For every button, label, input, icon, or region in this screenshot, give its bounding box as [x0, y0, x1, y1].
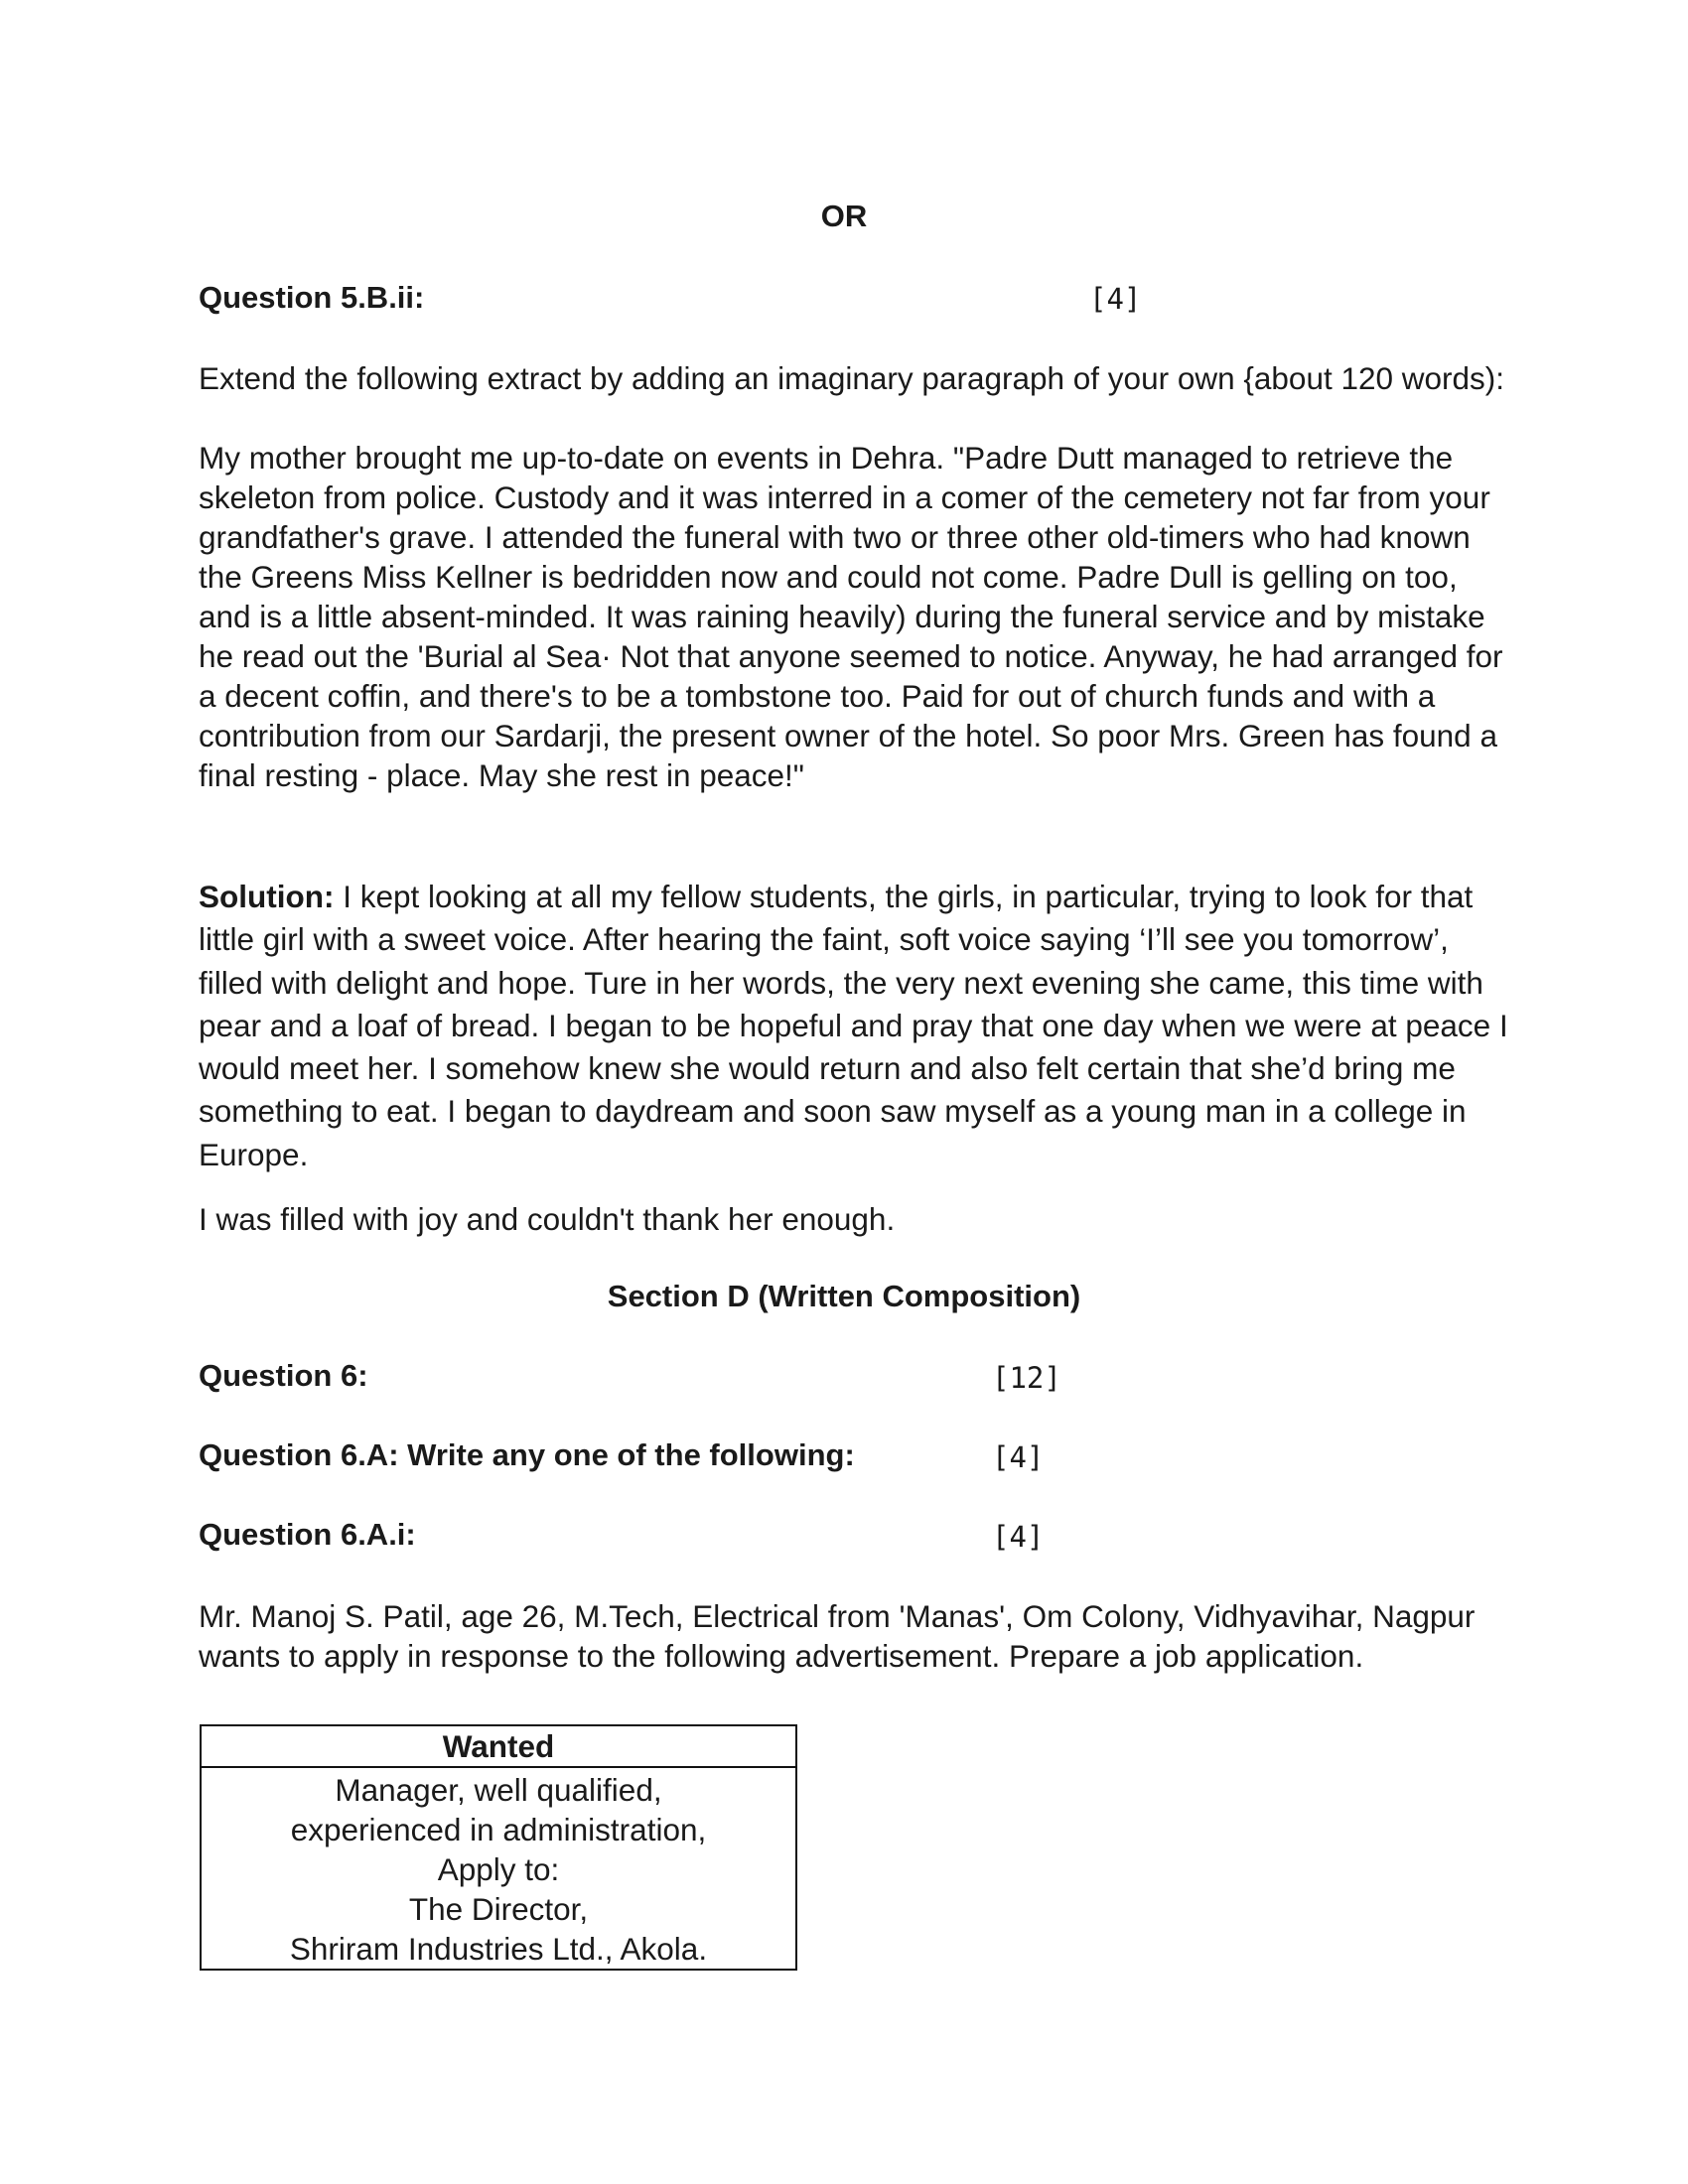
question-6a-marks: [4]	[992, 1440, 1045, 1474]
question-6ai-marks: [4]	[992, 1520, 1045, 1554]
advertisement-title: Wanted	[202, 1726, 795, 1768]
advertisement-line: The Director,	[408, 1891, 589, 1927]
or-heading: OR	[820, 199, 868, 233]
question-5bii-marks: [4]	[1089, 282, 1142, 316]
question-6-label: Question 6:	[199, 1358, 368, 1393]
question-5bii-label: Question 5.B.ii:	[199, 280, 425, 315]
advertisement-line: Apply to:	[437, 1851, 560, 1887]
extract-instruction: Extend the following extract by adding an imaginary paragraph of your own {about 120 words):	[199, 360, 1505, 396]
advertisement-line: Shriram Industries Ltd., Akola.	[289, 1931, 708, 1967]
section-d-heading: Section D (Written Composition)	[607, 1279, 1081, 1313]
advertisement-box	[200, 1724, 797, 1971]
advertisement-line: experienced in administration,	[290, 1812, 707, 1847]
advertisement-body	[202, 1768, 795, 1969]
question-6a-label: Question 6.A: Write any one of the following:	[199, 1437, 855, 1472]
question-6ai-text: Mr. Manoj S. Patil, age 26, M.Tech, Electrical from 'Manas', Om Colony, Vidhyavihar, Nagpur wants to apply in response to the following advertisement. Prepare a job application.	[199, 1598, 1476, 1674]
question-6ai-label: Question 6.A.i:	[199, 1517, 416, 1552]
solution-closing: I was filled with joy and couldn't thank her enough.	[199, 1201, 896, 1237]
solution-text: I kept looking at all my fellow students, the girls, in particular, trying to look for that little girl with a sweet voice. After hearing the faint, soft voice saying ‘I’ll see you tomorrow’, filled with delight and hope. Ture in her words, the very next evening she came, this time with pear and a loaf of bread. I began to be hopeful and pray that one day when we were at peace I would meet her. I somehow knew she would return and also felt certain that she’d bring me something to eat. I began to daydream and soon saw myself as a young man in a college in Europe.	[199, 879, 1508, 1172]
solution-paragraph	[199, 876, 1509, 1176]
extract-passage: My mother brought me up-to-date on events in Dehra. "Padre Dutt managed to retrieve the skeleton from police. Custody and it was interred in a comer of the cemetery not far from your grandfather's grave. I attended the funeral with two or three other old-timers who had known the Greens Miss Kellner is bedridden now and could not come. Padre Dull is gelling on too, and is a little absent-minded. It was raining heavily) during the funeral service and by mistake he read out the 'Burial al Sea· Not that anyone seemed to notice. Anyway, he had arranged for a decent coffin, and there's to be a tombstone too. Paid for out of church funds and with a contribution from our Sardarji, the present owner of the hotel. So poor Mrs. Green has found a final resting - place. May she rest in peace!"	[199, 440, 1503, 793]
solution-label: Solution:	[199, 879, 335, 914]
advertisement-line: Manager, well qualified,	[335, 1772, 662, 1808]
question-6-marks: [12]	[992, 1361, 1061, 1395]
